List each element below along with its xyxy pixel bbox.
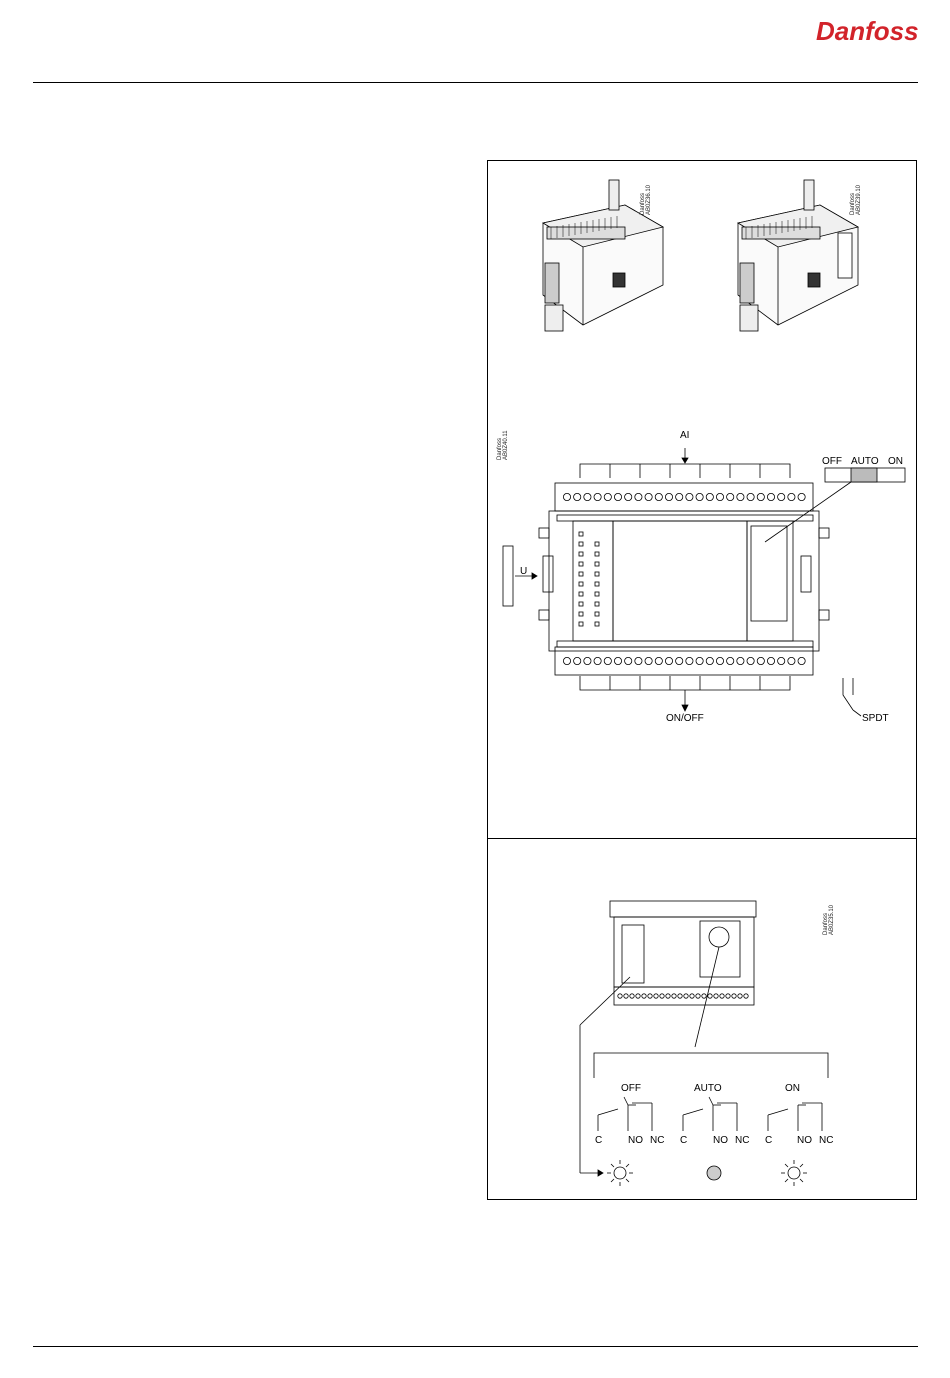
terminal-c-2: C [680, 1135, 688, 1146]
switch-label-off: OFF [822, 456, 842, 467]
footer-rule [33, 1346, 918, 1347]
photo-code-1: Danfoss AB0Z36.10 [640, 184, 652, 215]
middle-code: Danfoss AB0Z40.11 [497, 430, 509, 460]
label-spdt: SPDT [862, 713, 889, 724]
override-drawing [570, 895, 850, 1200]
label-u: U [520, 566, 528, 577]
terminal-c-3: C [765, 1135, 773, 1146]
mode-label-auto: AUTO [694, 1083, 722, 1094]
danfoss-logo [812, 10, 922, 52]
switch-label-on: ON [888, 456, 903, 467]
front-view-drawing [495, 420, 915, 745]
terminal-c-1: C [595, 1135, 603, 1146]
terminal-no-3: NO [797, 1135, 812, 1146]
mode-label-on: ON [785, 1083, 800, 1094]
terminal-no-1: NO [628, 1135, 643, 1146]
terminal-nc-2: NC [735, 1135, 750, 1146]
bottom-code: Danfoss AB0Z35.10 [823, 904, 835, 935]
product-drawing-1 [525, 175, 675, 350]
led-on-icon-on-mode [779, 1158, 809, 1193]
led-on-icon-off-mode [605, 1158, 635, 1193]
label-ai: AI [680, 430, 690, 441]
terminal-nc-3: NC [819, 1135, 834, 1146]
label-onoff: ON/OFF [666, 713, 704, 724]
terminal-no-2: NO [713, 1135, 728, 1146]
figure-divider [487, 838, 917, 839]
terminal-nc-1: NC [650, 1135, 665, 1146]
switch-label-auto: AUTO [851, 456, 879, 467]
mode-label-off: OFF [621, 1083, 641, 1094]
product-drawing-2 [720, 175, 870, 350]
photo-code-2: Danfoss AB0Z39.10 [850, 184, 862, 215]
led-off-icon-auto-mode [705, 1164, 723, 1187]
logo-text: Danfoss [816, 16, 919, 46]
header-rule [33, 82, 918, 83]
